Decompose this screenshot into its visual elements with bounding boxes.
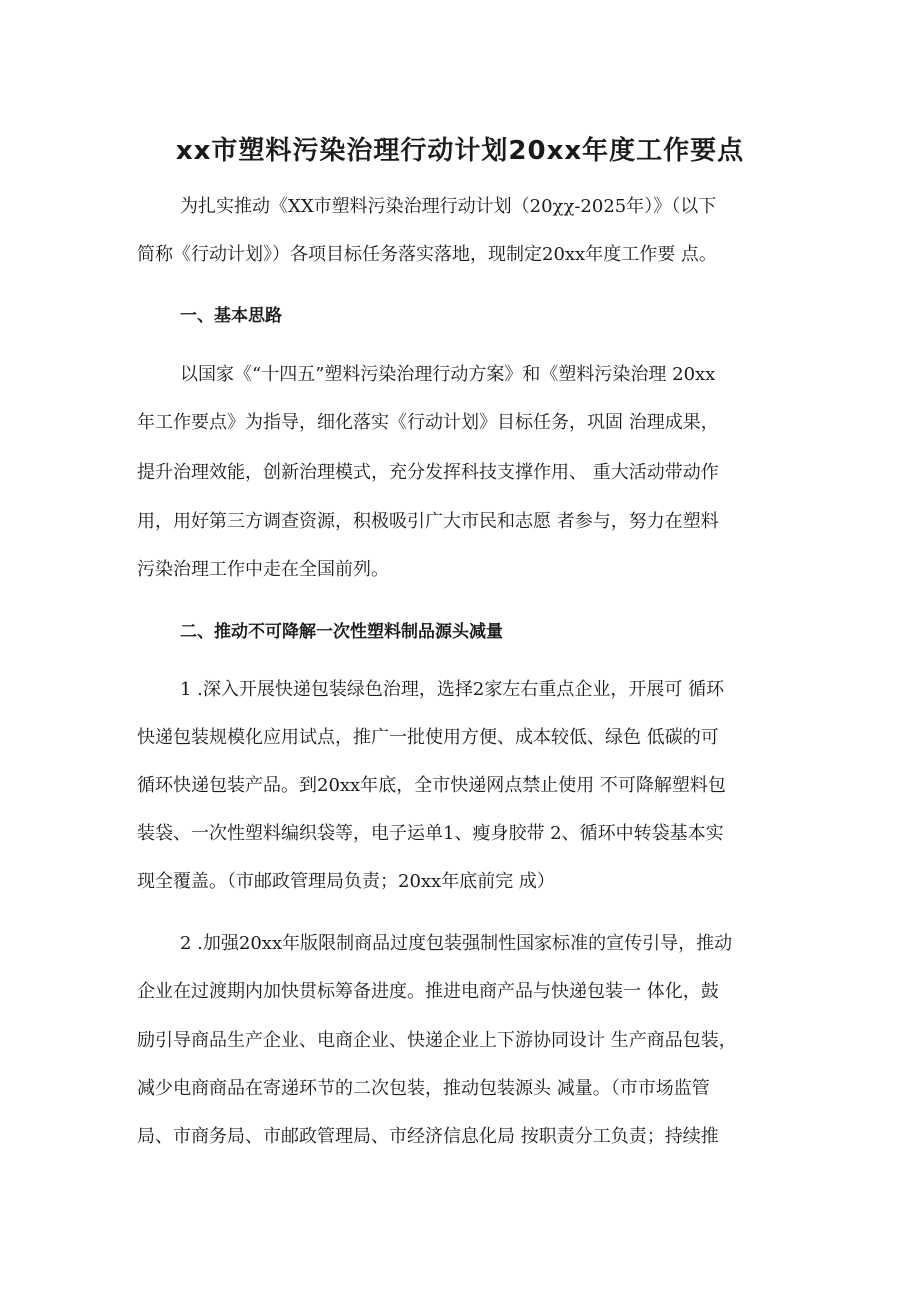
paragraph-line: 年工作要点》为指导，细化落实《行动计划》目标任务，巩固 治理成果， [137, 412, 719, 433]
item2-line: 2 .加强20xx年版限制商品过度包装强制性国家标准的宣传引导，推动 [180, 933, 733, 954]
item1-line: 装袋、一次性塑料编织袋等，电子运单1、瘦身胶带 2、循环中转袋基本实 [137, 823, 724, 844]
item2-line: 企业在过渡期内加快贯标筹备进度。推进电商产品与快递包装一 体化，鼓 [137, 981, 719, 1002]
item2-line: 局、市商务局、市邮政管理局、市经济信息化局 按职责分工负责；持续推 [137, 1126, 719, 1147]
document-title: xx市塑料污染治理行动计划20xx年度工作要点 [175, 136, 745, 166]
paragraph-line: 以国家《“十四五”塑料污染治理行动方案》和《塑料污染治理 20xx [180, 364, 716, 385]
section-heading-basic-approach: 一、基本思路 [180, 306, 282, 326]
paragraph-line: 污染治理工作中走在全国前列。 [137, 559, 389, 580]
paragraph-line: 用，用好第三方调查资源，积极吸引广大市民和志愿 者参与，努力在塑料 [137, 511, 719, 532]
item1-line: 快递包装规模化应用试点，推广一批使用方便、成本较低、绿色 低碳的可 [137, 727, 719, 748]
intro-line: 简称《行动计划》）各项目标任务落实落地，现制定20xx年度工作要 点。 [137, 244, 717, 265]
item1-line: 现全覆盖。（市邮政管理局负责；20xx年底前完 成） [137, 871, 555, 892]
item2-line: 减少电商商品在寄递环节的二次包装，推动包装源头 减量。（市市场监管 [137, 1078, 710, 1099]
intro-line: 为扎实推动《XX市塑料污染治理行动计划（20χχ-2025年）》（以下 [180, 196, 717, 217]
item2-line: 励引导商品生产企业、电商企业、快递企业上下游协同设计 生产商品包装， [137, 1030, 737, 1051]
section-heading-source-reduction: 二、推动不可降解一次性塑料制品源头减量 [180, 622, 503, 642]
item1-line: 1 .深入开展快递包装绿色治理，选择2家左右重点企业，开展可 循环 [180, 679, 725, 700]
paragraph-line: 提升治理效能，创新治理模式，充分发挥科技支撑作用、 重大活动带动作 [137, 462, 719, 483]
item1-line: 循环快递包装产品。到20xx年底，全市快递网点禁止使用 不可降解塑料包 [137, 775, 726, 796]
